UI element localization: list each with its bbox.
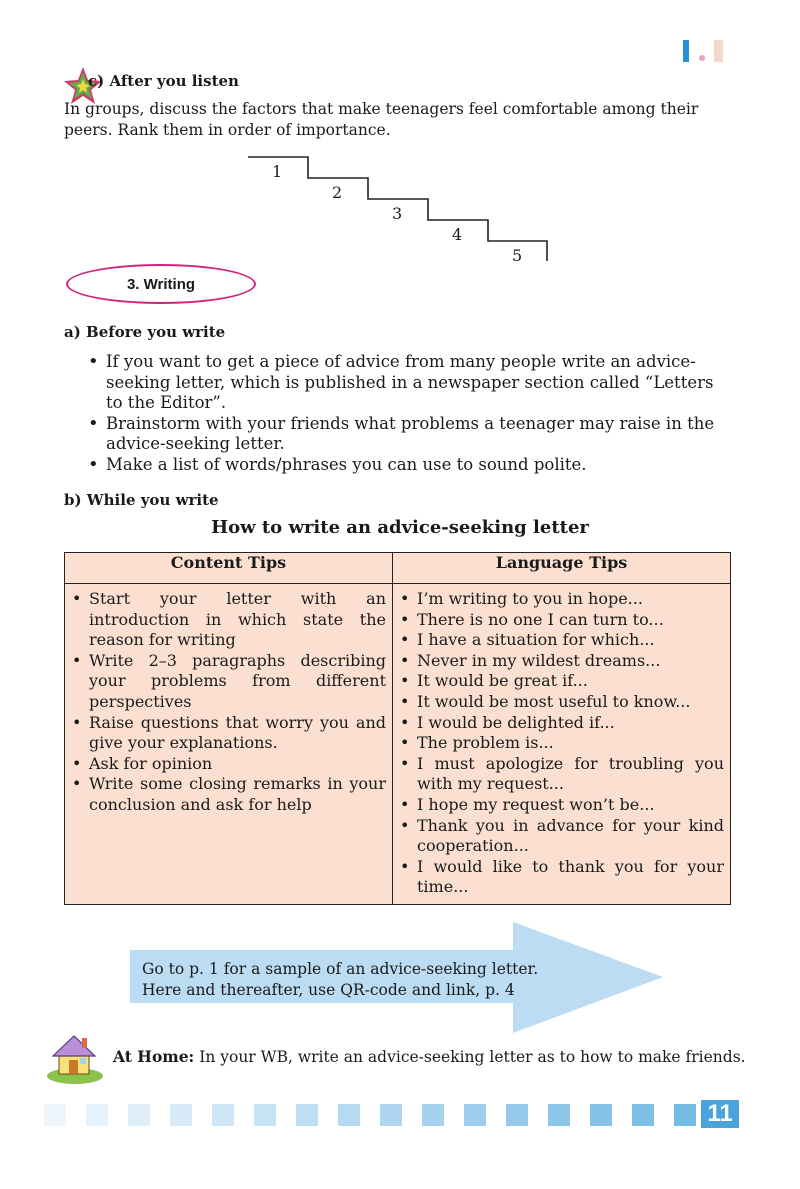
list-item: • I have a situation for which... [399,630,724,651]
list-item: • Brainstorm with your friends what problems a teenager may raise in the advice-seeking letter. [84,414,732,455]
list-item: • Make a list of words/phrases you can use to sound polite. [84,455,732,476]
house-icon [45,1030,105,1085]
list-item: • Ask for opinion [71,754,386,775]
footer-square [170,1104,192,1126]
at-home-text: In your WB, write an advice-seeking letter as to how to make friends. [194,1048,746,1066]
after-listen-heading: c) After you listen [88,72,239,90]
arrow-note-line-2: Here and thereafter, use QR-code and link, p. 4 [142,981,515,999]
list-item: • I would like to thank you for your time... [399,857,724,898]
language-tips-header: Language Tips [393,553,731,584]
footer-square [296,1104,318,1126]
footer-square [86,1104,108,1126]
list-item: • I would be delighted if... [399,713,724,734]
step-label-4: 4 [452,225,463,244]
content-tips-cell [65,584,393,905]
footer-square [590,1104,612,1126]
step-label-5: 5 [512,246,523,265]
footer-square [338,1104,360,1126]
list-item: • Start your letter with an introduction in which state the reason for writing [71,589,386,651]
footer-square [674,1104,696,1126]
decor-dot-pink [699,55,705,61]
decor-bar-peach [714,40,723,62]
footer-square [212,1104,234,1126]
before-write-list [84,352,732,476]
list-item: • There is no one I can turn to... [399,610,724,631]
footer-square [254,1104,276,1126]
footer-square [422,1104,444,1126]
list-item: • It would be most useful to know... [399,692,724,713]
footer-square [548,1104,570,1126]
footer-square [128,1104,150,1126]
at-home-task [113,1047,746,1066]
list-item: • It would be great if... [399,671,724,692]
step-label-2: 2 [332,183,343,202]
list-item: • Write some closing remarks in your conclusion and ask for help [71,774,386,815]
footer-square [44,1104,66,1126]
list-item: • I must apologize for troubling you with my request... [399,754,724,795]
writing-section-label: 3. Writing [126,275,196,293]
step-label-3: 3 [392,204,403,223]
list-item: • Write 2–3 paragraphs describing your problems from different perspectives [71,651,386,713]
content-tips-header: Content Tips [65,553,393,584]
language-tips-cell [393,584,731,905]
at-home-label: At Home: [113,1047,195,1066]
page-number: 11 [701,1100,739,1128]
list-item: • Thank you in advance for your kind cooperation... [399,816,724,857]
tips-table [64,552,731,905]
while-write-heading: b) While you write [64,491,219,509]
step-label-1: 1 [272,162,283,181]
footer-square [632,1104,654,1126]
list-item: • Never in my wildest dreams... [399,651,724,672]
arrow-note-line-1: Go to p. 1 for a sample of an advice-seeking letter. [142,960,539,978]
list-item: • The problem is... [399,733,724,754]
list-item: • I’m writing to you in hope... [399,589,724,610]
footer-square [380,1104,402,1126]
list-item: • I hope my request won’t be... [399,795,724,816]
footer-square [506,1104,528,1126]
list-item: • Raise questions that worry you and give your explanations. [71,713,386,754]
writing-section-title [66,264,256,304]
table-title: How to write an advice-seeking letter [211,517,589,538]
after-listen-text: In groups, discuss the factors that make teenagers feel comfortable among their peers. Rank them in order of importance. [64,100,699,139]
arrow-note [142,959,642,1001]
footer-square [464,1104,486,1126]
list-item: • If you want to get a piece of advice from many people write an advice-seeking letter, which is published in a newspaper section called “Letters to the Editor”. [84,352,732,414]
before-write-heading: a) Before you write [64,323,226,341]
decor-bar-blue [683,40,689,62]
